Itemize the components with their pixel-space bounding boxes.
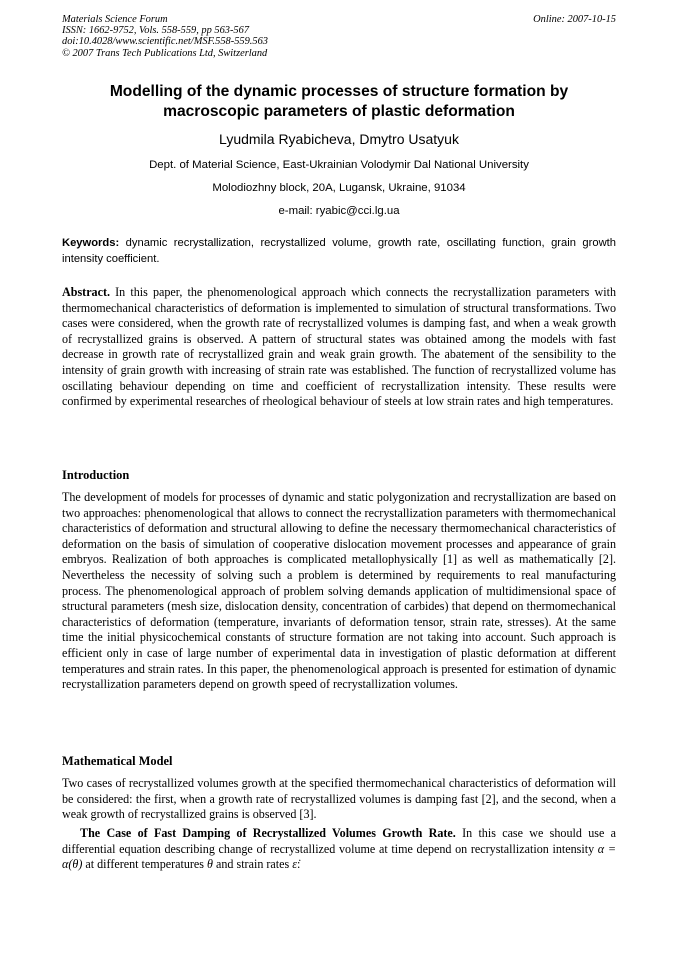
author-email[interactable]: e-mail: ryabic@cci.lg.ua — [278, 205, 400, 217]
theta-symbol: θ — [207, 857, 213, 872]
case-text-2: at different temperatures — [82, 857, 208, 872]
keywords-label: Keywords: — [62, 237, 120, 249]
journal-header — [62, 14, 268, 59]
journal-name: Materials Science Forum — [62, 14, 168, 25]
affiliation-address: Molodiozhny block, 20A, Lugansk, Ukraine, 91034 — [212, 182, 466, 194]
case-paragraph — [62, 826, 616, 873]
strain-rate-symbol: ε̇ — [292, 857, 298, 872]
keywords-text: dynamic recrystallization, recrystallized volume, growth rate, oscillating function, grain growth intensity coefficient. — [62, 237, 616, 265]
alpha-formula: α = α(θ) — [62, 841, 616, 872]
affiliation-dept: Dept. of Material Science, East-Ukrainian Volodymir Dal National University — [149, 159, 529, 171]
keywords-block — [62, 236, 616, 267]
case-text-3: and strain rates — [212, 857, 293, 872]
paper-title: Modelling of the dynamic processes of structure formation by macroscopic parameters of plastic deformation — [109, 83, 569, 120]
model-text: Two cases of recrystallized volumes growth at the specified thermomechanical characteristics of deformation will be considered: the first, when a growth rate of recrystallized volumes is damping fast [2], and the second, when a weak growth of recrystallized grains is observed [3]. — [62, 776, 616, 822]
model-heading: Mathematical Model — [62, 754, 173, 768]
case-text: In this case we should use a differential equation describing change of recrystallized volume at time depend on recrystallization intensity — [62, 826, 616, 856]
abstract-block — [62, 285, 616, 410]
case-end: : — [297, 857, 301, 872]
introduction-heading: Introduction — [62, 468, 130, 482]
online-date: Online: 2007-10-15 — [533, 14, 616, 25]
abstract-label: Abstract. — [62, 285, 111, 299]
introduction-text: The development of models for processes of dynamic and static polygonization and recrystallization are based on two approaches: phenomenological that allows to connect the recrystallization parameters with thermomechanical characteristics of deformation and structural allowing to define the necessary thermomechanical characteristics of deformation on the basis of simulation of cooperative dislocation movement processes and appearance of grain embryos. Realization of both approaches is complicated metallophysically [1] as well as mathematically [2]. Nevertheless the necessity of solving such a problem is determined by requirements to real manufacturing process. The phenomenological approach of problem solving demands application of multidimensional space of structural parameters (mesh size, dislocation density, concentration of carbides) that depend on thermomechanical characteristics of deformation (temperature, invariants of deformation tensor, strain rate, stresses). At the same time the initial physicochemical constants of structure formation are not taking into account. Such approach is efficient only in case of large number of experimental data in investigation of plastic deformation at different temperatures and strain rates. In this paper, the phenomenological approach is presented for estimation of dynamic recrystallization parameters depend on growth speed of recrystallization volumes. — [62, 490, 616, 692]
issn-line: ISSN: 1662-9752, Vols. 558-559, pp 563-567 — [62, 25, 250, 37]
authors: Lyudmila Ryabicheva, Dmytro Usatyuk — [219, 131, 459, 147]
copyright-line: © 2007 Trans Tech Publications Ltd, Switzerland — [62, 47, 268, 59]
doi-line[interactable]: doi:10.4028/www.scientific.net/MSF.558-559.563 — [62, 36, 268, 48]
case-heading: The Case of Fast Damping of Recrystallized Volumes Growth Rate. — [80, 826, 456, 840]
abstract-text: In this paper, the phenomenological approach which connects the recrystallization parameters with thermomechanical characteristics of deformation is implemented to simulation of structural transformations. Two cases were considered, when the growth rate of recrystallized volumes is damping fast, and when a weak growth of recrystallized grains is observed. A pattern of structural states was obtained among the models with fast decrease in growth rate of recrystallized grain and weak grain growth. The abatement of the sensibility to the intensity of grain growth with increasing of strain rate was established. The function of recrystallized volume has oscillating behaviour depending on time and coefficient of recrystallization intensity. These results were confirmed by experimental researches of rheological behaviour of steels at low strain rates and high temperatures. — [62, 285, 616, 409]
